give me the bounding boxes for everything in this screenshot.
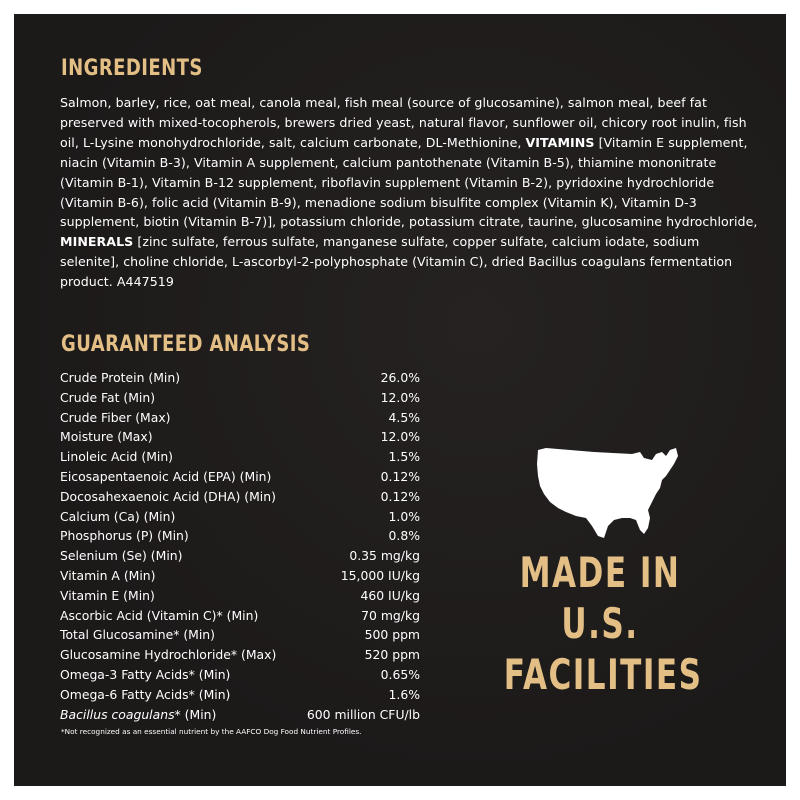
minerals-label: MINERALS — [60, 234, 134, 250]
ingredients-heading: INGREDIENTS — [61, 56, 203, 81]
analysis-value: 12.0% — [380, 389, 420, 405]
ingredients-text-part-3: [zinc sulfate, ferrous sulfate, manganese sulfate, copper sulfate, calcium iodate, sodium selenite], choline chloride, L-ascorbyl-2-polyphosphate (Vitamin C), dried Bacillus coagulans fermentation product. A447519 — [60, 234, 733, 290]
vitamins-label: VITAMINS — [525, 134, 595, 150]
analysis-label: Omega-3 Fatty Acids* (Min) — [60, 666, 231, 682]
analysis-value: 520 ppm — [364, 647, 420, 663]
analysis-label: Crude Fiber (Max) — [60, 409, 171, 425]
analysis-label: Vitamin E (Min) — [60, 587, 155, 603]
guaranteed-analysis-table — [60, 368, 420, 724]
analysis-row — [60, 546, 420, 566]
analysis-row — [60, 467, 420, 487]
analysis-label: Moisture (Max) — [60, 429, 153, 445]
analysis-label: Glucosamine Hydrochloride* (Max) — [60, 647, 277, 663]
analysis-value: 0.8% — [388, 528, 420, 544]
analysis-label-rest: * (Min) — [174, 706, 217, 722]
us-text: U.S. — [561, 599, 639, 648]
analysis-row — [60, 447, 420, 467]
analysis-value: 12.0% — [380, 429, 420, 445]
analysis-value: 1.0% — [388, 508, 420, 524]
analysis-label: Selenium (Se) (Min) — [60, 548, 183, 564]
analysis-row — [60, 487, 420, 507]
analysis-row — [60, 408, 420, 428]
analysis-row — [60, 685, 420, 705]
made-in-text: MADE IN — [519, 548, 681, 597]
analysis-value: 4.5% — [388, 409, 420, 425]
analysis-value: 26.0% — [380, 370, 420, 385]
analysis-row — [60, 645, 420, 665]
analysis-value: 0.35 mg/kg — [349, 548, 420, 564]
analysis-value: 70 mg/kg — [361, 607, 420, 623]
analysis-row — [60, 507, 420, 527]
facilities-text: FACILITIES — [503, 650, 703, 699]
analysis-row — [60, 606, 420, 626]
analysis-value: 0.65% — [380, 666, 420, 682]
analysis-label: Ascorbic Acid (Vitamin C)* (Min) — [60, 607, 259, 623]
analysis-value: 1.6% — [388, 686, 420, 702]
analysis-row — [60, 368, 420, 388]
analysis-label: Linoleic Acid (Min) — [60, 449, 174, 465]
analysis-value: 600 million CFU/lb — [306, 706, 420, 722]
analysis-row — [60, 526, 420, 546]
analysis-row — [60, 665, 420, 685]
ingredients-text-part-1: Salmon, barley, rice, oat meal, canola meal, fish meal (source of glucosamine), salmon meal, beef fat preserved with mixed-tocopherols, brewers dried yeast, natural flavor, sunflower oil, chicory root inulin, fish oil, L-Lysine monohydrochloride, salt, calcium carbonate, DL-Methionine, — [60, 95, 747, 150]
analysis-row — [60, 705, 420, 725]
analysis-label: Vitamin A (Min) — [60, 567, 156, 583]
product-info-panel — [14, 14, 786, 786]
analysis-label: Eicosapentaenoic Acid (EPA) (Min) — [60, 468, 272, 484]
analysis-label: Calcium (Ca) (Min) — [60, 508, 176, 524]
analysis-row — [60, 625, 420, 645]
analysis-label-italic: Bacillus coagulans — [60, 706, 175, 722]
ingredients-text-part-2: [Vitamin E supplement, niacin (Vitamin B-3), Vitamin A supplement, calcium pantothenate (Vitamin B-5), thiamine mononitrate (Vitamin B-1), Vitamin B-12 supplement, riboflavin supplement (Vitamin B-2), pyridoxine hydrochloride (Vitamin B-6), folic acid (Vitamin B-9), menadione sodium bisulfite complex (Vitamin K), Vitamin D-3 supplement, biotin (Vitamin B-7)], potassium chloride, potassium citrate, taurine, glucosamine hydrochloride, — [60, 134, 758, 230]
analysis-row — [60, 388, 420, 408]
analysis-row — [60, 427, 420, 447]
ingredients-text — [60, 93, 760, 292]
guaranteed-analysis-heading: GUARANTEED ANALYSIS — [61, 332, 311, 357]
analysis-value: 0.12% — [380, 488, 420, 504]
analysis-label: Crude Protein (Min) — [60, 370, 181, 385]
analysis-rows — [60, 368, 420, 724]
analysis-value: 460 IU/kg — [360, 587, 420, 603]
analysis-row — [60, 566, 420, 586]
analysis-value: 1.5% — [388, 449, 420, 465]
footnote: *Not recognized as an essential nutrient by the AAFCO Dog Food Nutrient Profiles. — [61, 727, 362, 736]
analysis-value: 15,000 IU/kg — [340, 567, 420, 583]
analysis-label: Phosphorus (P) (Min) — [60, 528, 189, 544]
analysis-label — [60, 705, 296, 725]
analysis-value: 0.12% — [380, 468, 420, 484]
usa-map-icon — [536, 446, 680, 540]
analysis-value: 500 ppm — [364, 627, 420, 643]
analysis-label: Docosahexaenoic Acid (DHA) (Min) — [60, 488, 276, 504]
analysis-label: Total Glucosamine* (Min) — [60, 627, 215, 643]
analysis-label: Crude Fat (Min) — [60, 389, 156, 405]
analysis-row — [60, 586, 420, 606]
analysis-label: Omega-6 Fatty Acids* (Min) — [60, 686, 231, 702]
